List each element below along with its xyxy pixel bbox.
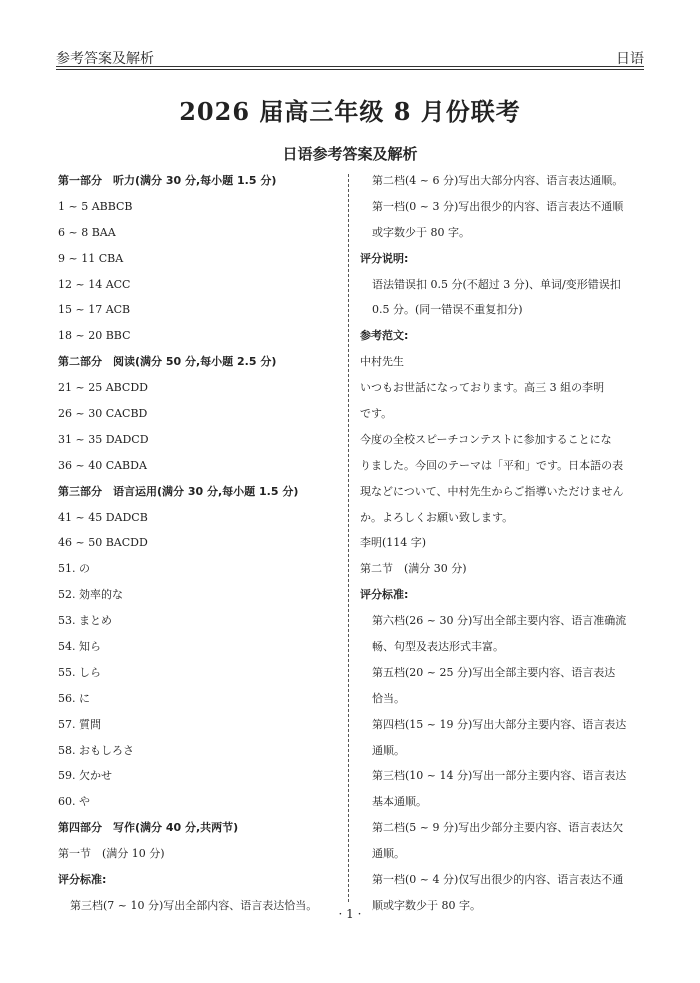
header-subject-label: 日语 (616, 51, 644, 67)
text-line: 56. に (58, 691, 90, 705)
page-header (56, 40, 644, 72)
text-line: 第一档(0 ~ 3 分)写出很少的内容、语言表达不通顺 (372, 199, 624, 213)
text-line: 通顺。 (372, 743, 405, 757)
text-line: 59. 欠かせ (58, 769, 112, 783)
text-line: 第五档(20 ~ 25 分)写出全部主要内容、语言表达 (372, 665, 616, 679)
column-divider (348, 174, 349, 902)
text-line: 46 ~ 50 BACDD (58, 536, 148, 550)
text-line: 参考范文: (360, 329, 409, 343)
text-line: 6 ~ 8 BAA (58, 225, 116, 239)
text-line: 55. しら (58, 665, 101, 679)
text-line: 第六档(26 ~ 30 分)写出全部主要内容、语言准确流 (372, 614, 627, 628)
right-column (360, 172, 646, 923)
text-line: 1 ~ 5 ABBCB (58, 199, 133, 213)
text-line: 第一节 (满分 10 分) (58, 847, 165, 861)
text-line: りました。今回のテーマは「平和」です。日本語の表 (360, 458, 624, 472)
text-line: 53. まとめ (58, 614, 112, 628)
text-line: 通顺。 (372, 847, 405, 861)
text-line: 第三部分 语言运用(满分 30 分,每小题 1.5 分) (58, 484, 299, 498)
text-line: 第三档(10 ~ 14 分)写出一部分主要内容、语言表达 (372, 769, 627, 783)
text-line: 或字数少于 80 字。 (372, 225, 470, 239)
document-title: 2026 届高三年级 8 月份联考 (179, 97, 521, 126)
text-line: 第二部分 阅读(满分 50 分,每小题 2.5 分) (58, 355, 277, 369)
text-line: 0.5 分。(同一错误不重复扣分) (372, 303, 523, 317)
header-left-label: 参考答案及解析 (56, 51, 154, 67)
document-subtitle: 日语参考答案及解析 (282, 145, 418, 163)
text-line: 12 ~ 14 ACC (58, 277, 131, 291)
text-line: 15 ~ 17 ACB (58, 303, 131, 317)
text-line: 评分标准: (58, 873, 107, 887)
text-line: 恰当。 (372, 691, 405, 705)
text-line: 第一档(0 ~ 4 分)仅写出很少的内容、语言表达不通 (372, 873, 624, 887)
text-line: 31 ~ 35 DADCD (58, 432, 149, 446)
text-line: 36 ~ 40 CABDA (58, 458, 147, 472)
text-line: 52. 効率的な (58, 588, 123, 602)
text-line: 57. 質問 (58, 717, 101, 731)
text-line: 李明(114 字) (360, 536, 427, 550)
text-line: 第二节 (满分 30 分) (360, 562, 467, 576)
text-line: 基本通顺。 (372, 795, 427, 809)
text-line: 第一部分 听力(满分 30 分,每小题 1.5 分) (58, 174, 277, 187)
text-line: 第二档(4 ~ 6 分)写出大部分内容、语言表达通顺。 (372, 174, 624, 187)
text-line: 51. の (58, 562, 90, 576)
header-rule-bottom (56, 69, 644, 70)
text-line: 18 ~ 20 BBC (58, 329, 131, 343)
text-line: か。よろしくお願い致します。 (360, 510, 514, 524)
text-line: 現などについて、中村先生からご指導いただけません (360, 484, 624, 498)
text-line: いつもお世話になっております。高三 3 組の李明 (360, 381, 605, 395)
text-line: 顺或字数少于 80 字。 (372, 898, 481, 912)
text-line: 中村先生 (360, 355, 404, 369)
text-line: 畅、句型及表达形式丰富。 (372, 640, 504, 654)
text-line: 第四部分 写作(满分 40 分,共两节) (58, 821, 239, 835)
text-line: 41 ~ 45 DADCB (58, 510, 148, 524)
text-line: 第二档(5 ~ 9 分)写出少部分主要内容、语言表达欠 (372, 821, 624, 835)
text-line: 语法错误扣 0.5 分(不超过 3 分)、单词/变形错误扣 (372, 277, 621, 291)
text-line: 今度の全校スピーチコンテストに参加することにな (360, 432, 612, 446)
text-line: 评分说明: (360, 251, 409, 265)
text-line: 评分标准: (360, 588, 409, 602)
left-column (58, 172, 340, 923)
page-number: · 1 · (338, 907, 362, 921)
text-line: 54. 知ら (58, 640, 101, 654)
text-line: 第四档(15 ~ 19 分)写出大部分主要内容、语言表达 (372, 717, 627, 731)
text-line: 26 ~ 30 CACBD (58, 407, 148, 421)
text-line: 21 ~ 25 ABCDD (58, 381, 148, 395)
text-line: 60. や (58, 795, 90, 809)
text-line: 9 ~ 11 CBA (58, 251, 124, 265)
header-rule-top (56, 66, 644, 67)
text-line: 58. おもしろさ (58, 743, 134, 757)
text-line: 第三档(7 ~ 10 分)写出全部内容、语言表达恰当。 (70, 898, 318, 912)
text-line: です。 (360, 407, 393, 421)
